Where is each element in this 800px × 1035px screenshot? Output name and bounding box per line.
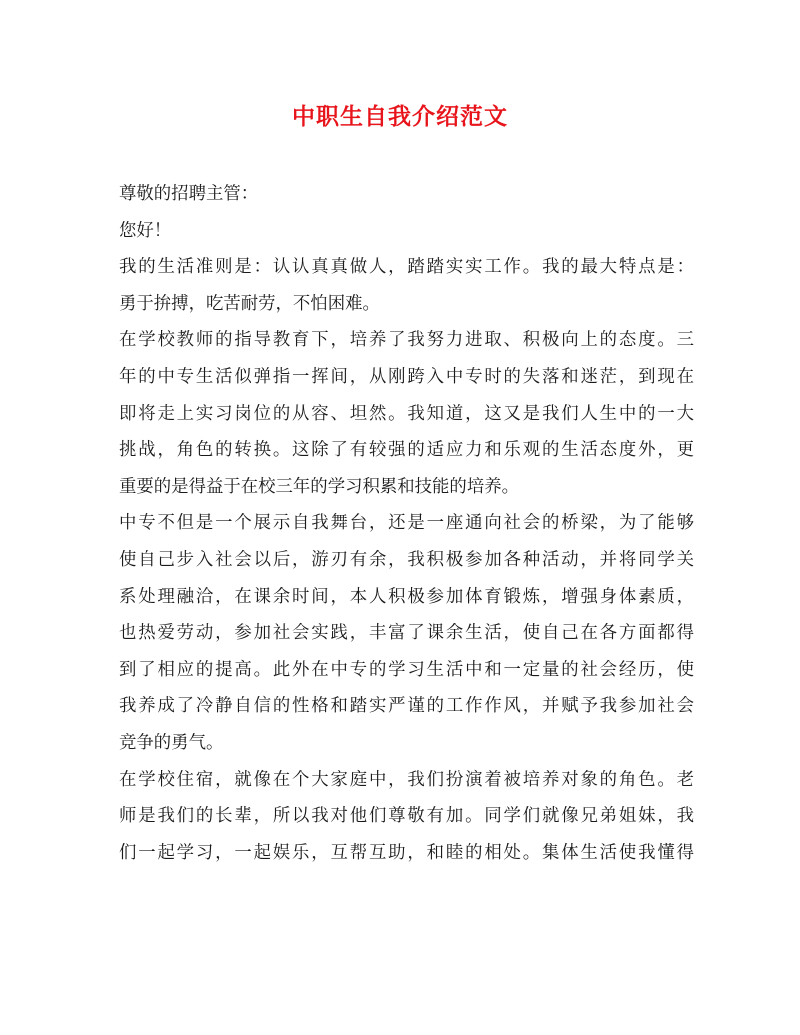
body-line: 们一起学习，一起娱乐，互帮互助，和睦的相处。集体生活使我懂得: [119, 842, 694, 863]
body-line: 尊敬的招聘主管：: [119, 184, 259, 204]
body-line: 竞争的勇气。: [119, 732, 224, 753]
body-line: 我养成了冷静自信的性格和踏实严谨的工作作风，并赋予我参加社会: [119, 696, 694, 717]
body-line: 到了相应的提高。此外在中专的学习生活中和一定量的社会经历，使: [119, 659, 694, 680]
body-line: 年的中专生活似弹指一挥间，从刚跨入中专时的失落和迷茫，到现在: [119, 366, 694, 387]
body-line: 挑战，角色的转换。这除了有较强的适应力和乐观的生活态度外，更: [119, 440, 694, 461]
body-line: 重要的是得益于在校三年的学习积累和技能的培养。: [119, 476, 519, 497]
body-line: 也热爱劳动，参加社会实践，丰富了课余生活，使自己在各方面都得: [119, 623, 694, 644]
body-line: 我的生活准则是：认认真真做人，踏踏实实工作。我的最大特点是：: [119, 257, 694, 278]
body-line: 您好！: [119, 220, 172, 241]
body-line: 使自己步入社会以后，游刃有余，我积极参加各种活动，并将同学关: [119, 549, 694, 570]
document-title: 中职生自我介绍范文: [292, 103, 508, 130]
document-body: [119, 176, 694, 871]
body-line: 在学校住宿，就像在个大家庭中，我们扮演着被培养对象的角色。老: [119, 769, 694, 790]
body-line: 系处理融洽，在课余时间，本人积极参加体育锻炼，增强身体素质，: [119, 586, 694, 607]
body-line: 师是我们的长辈，所以我对他们尊敬有加。同学们就像兄弟姐妹，我: [119, 806, 694, 827]
body-line: 中专不但是一个展示自我舞台，还是一座通向社会的桥梁，为了能够: [119, 513, 694, 534]
body-line: 勇于拚搏，吃苦耐劳，不怕困难。: [119, 293, 380, 314]
body-line: 即将走上实习岗位的从容、坦然。我知道，这又是我们人生中的一大: [119, 403, 694, 424]
body-line: 在学校教师的指导教育下，培养了我努力进取、积极向上的态度。三: [119, 330, 694, 351]
